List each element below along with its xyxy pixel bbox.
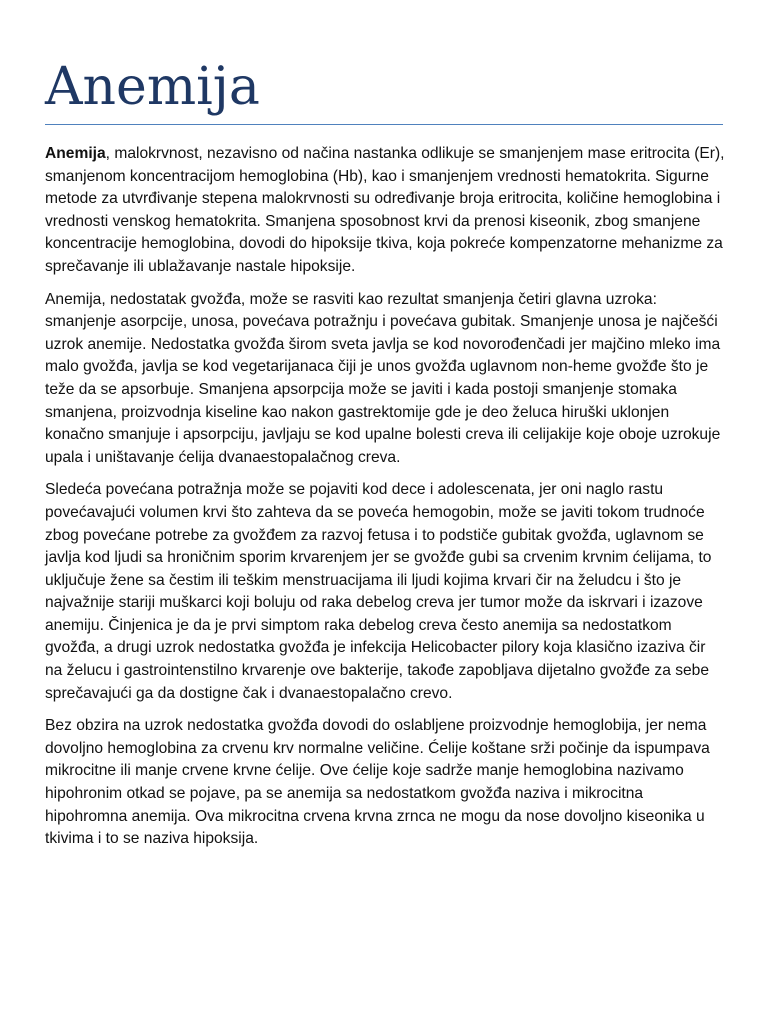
paragraph-4-text: Bez obzira na uzrok nedostatka gvožđa dovodi do oslabljene proizvodnje hemoglobija, jer nema dovoljno hemoglobina za crvenu krv normalne veličine. Ćelije koštane srži počinje da ispumpava mikrocitne ili manje crvene krvne ćelije. Ove ćelije koje sadrže manje hemoglobina nazivamo hipohronim otkad se pojave, pa se anemija sa nedostatkom gvožđa naziva i mikrocitna hipohromna anemija. Ova mikrocitna crvena krvna zrnca ne mogu da nose dovoljno kiseonika u tkivima i to se naziva hipoksija. xyxy=(45,717,710,848)
paragraph-4 xyxy=(45,715,725,851)
paragraph-3 xyxy=(45,479,725,705)
paragraph-1-lead-term: Anemija xyxy=(45,145,106,162)
title-divider xyxy=(45,124,723,125)
paragraph-3-text: Sledeća povećana potražnja može se pojaviti kod dece i adolescenata, jer oni naglo rastu povećavajući volumen krvi što zahteva da se poveća hemogobin, može se javiti tokom trudnoće zbog povećane potrebe za gvožđem za razvoj fetusa i to podstiče gubitak gvožđa, uglavnom se javlja kod ljudi sa hroničnim sporim krvarenjem jer se gvožđe gubi sa crvenim krvnim ćelijama, to uključuje žene sa čestim ili teškim menstruacijama ili ljudi kojima krvari čir na želudcu i što je najvažnije stariji muškarci koji boluju od raka debelog creva jer tumor može da iskrvari i izazove anemiju. Činjenica je da je prvi simptom raka debelog creva često anemija sa nedostatkom gvožđa, a drugi uzrok nedostatka gvožđa je infekcija Helicobacter pilory koja klasično izaziva čir na želucu i gastrointenstilno krvarenje ove bakterije, takođe zapobljava dijetalno gvožđe za sebe sprečavajući ga da dostigne čak i dvanaestopalačno crevo. xyxy=(45,481,712,702)
paragraph-2 xyxy=(45,289,725,470)
paragraph-2-text: Anemija, nedostatak gvožđa, može se rasviti kao rezultat smanjenja četiri glavna uzroka: smanjenje asorpcije, unosa, povećava potražnju i povećava gubitak. Smanjenje unosa je najčešći uzrok anemije. Nedostatka gvožđa širom sveta javlja se kod novorođenčadi jer majčino mleko ima malo gvožđa, javlja se kod vegetarijanaca čiji je unos gvožđa uglavnom non-heme gvožđe što je teže da se apsorbuje. Smanjena apsorpcija može se javiti i kada postoji smanjenje stomaka smanjena, proizvodnja kiseline kao nakon gastrektomije gde je deo želuca hiruški uklonjen konačno smanjuje i apsorpciju, javljaju se kod upalne bolesti creva ili celijakije koje oboje uzrokuje upala i uništavanje ćelija dvanaestopalačnog creva. xyxy=(45,290,721,466)
paragraph-1 xyxy=(45,143,725,279)
page-title: Anemija xyxy=(45,57,260,117)
document-page xyxy=(45,52,725,861)
paragraph-1-text: , malokrvnost, nezavisno od načina nastanka odlikuje se smanjenjem mase eritrocita (Er), smanjenom koncentracijom hemoglobina (Hb), kao i smanjenjem vrednosti hematokrita. Sigurne metode za utvrđivanje stepena malokrvnosti su određivanje broja eritrocita, količine hemoglobina i vrednosti venskog hematokrita. Smanjena sposobnost krvi da prenosi kiseonik, zbog smanjene koncentracije hemoglobina, dovodi do hipoksije tkiva, koja pokreće kompenzatorne mehanizme za sprečavanje ili ublažavanje nastale hipoksije. xyxy=(45,145,725,275)
